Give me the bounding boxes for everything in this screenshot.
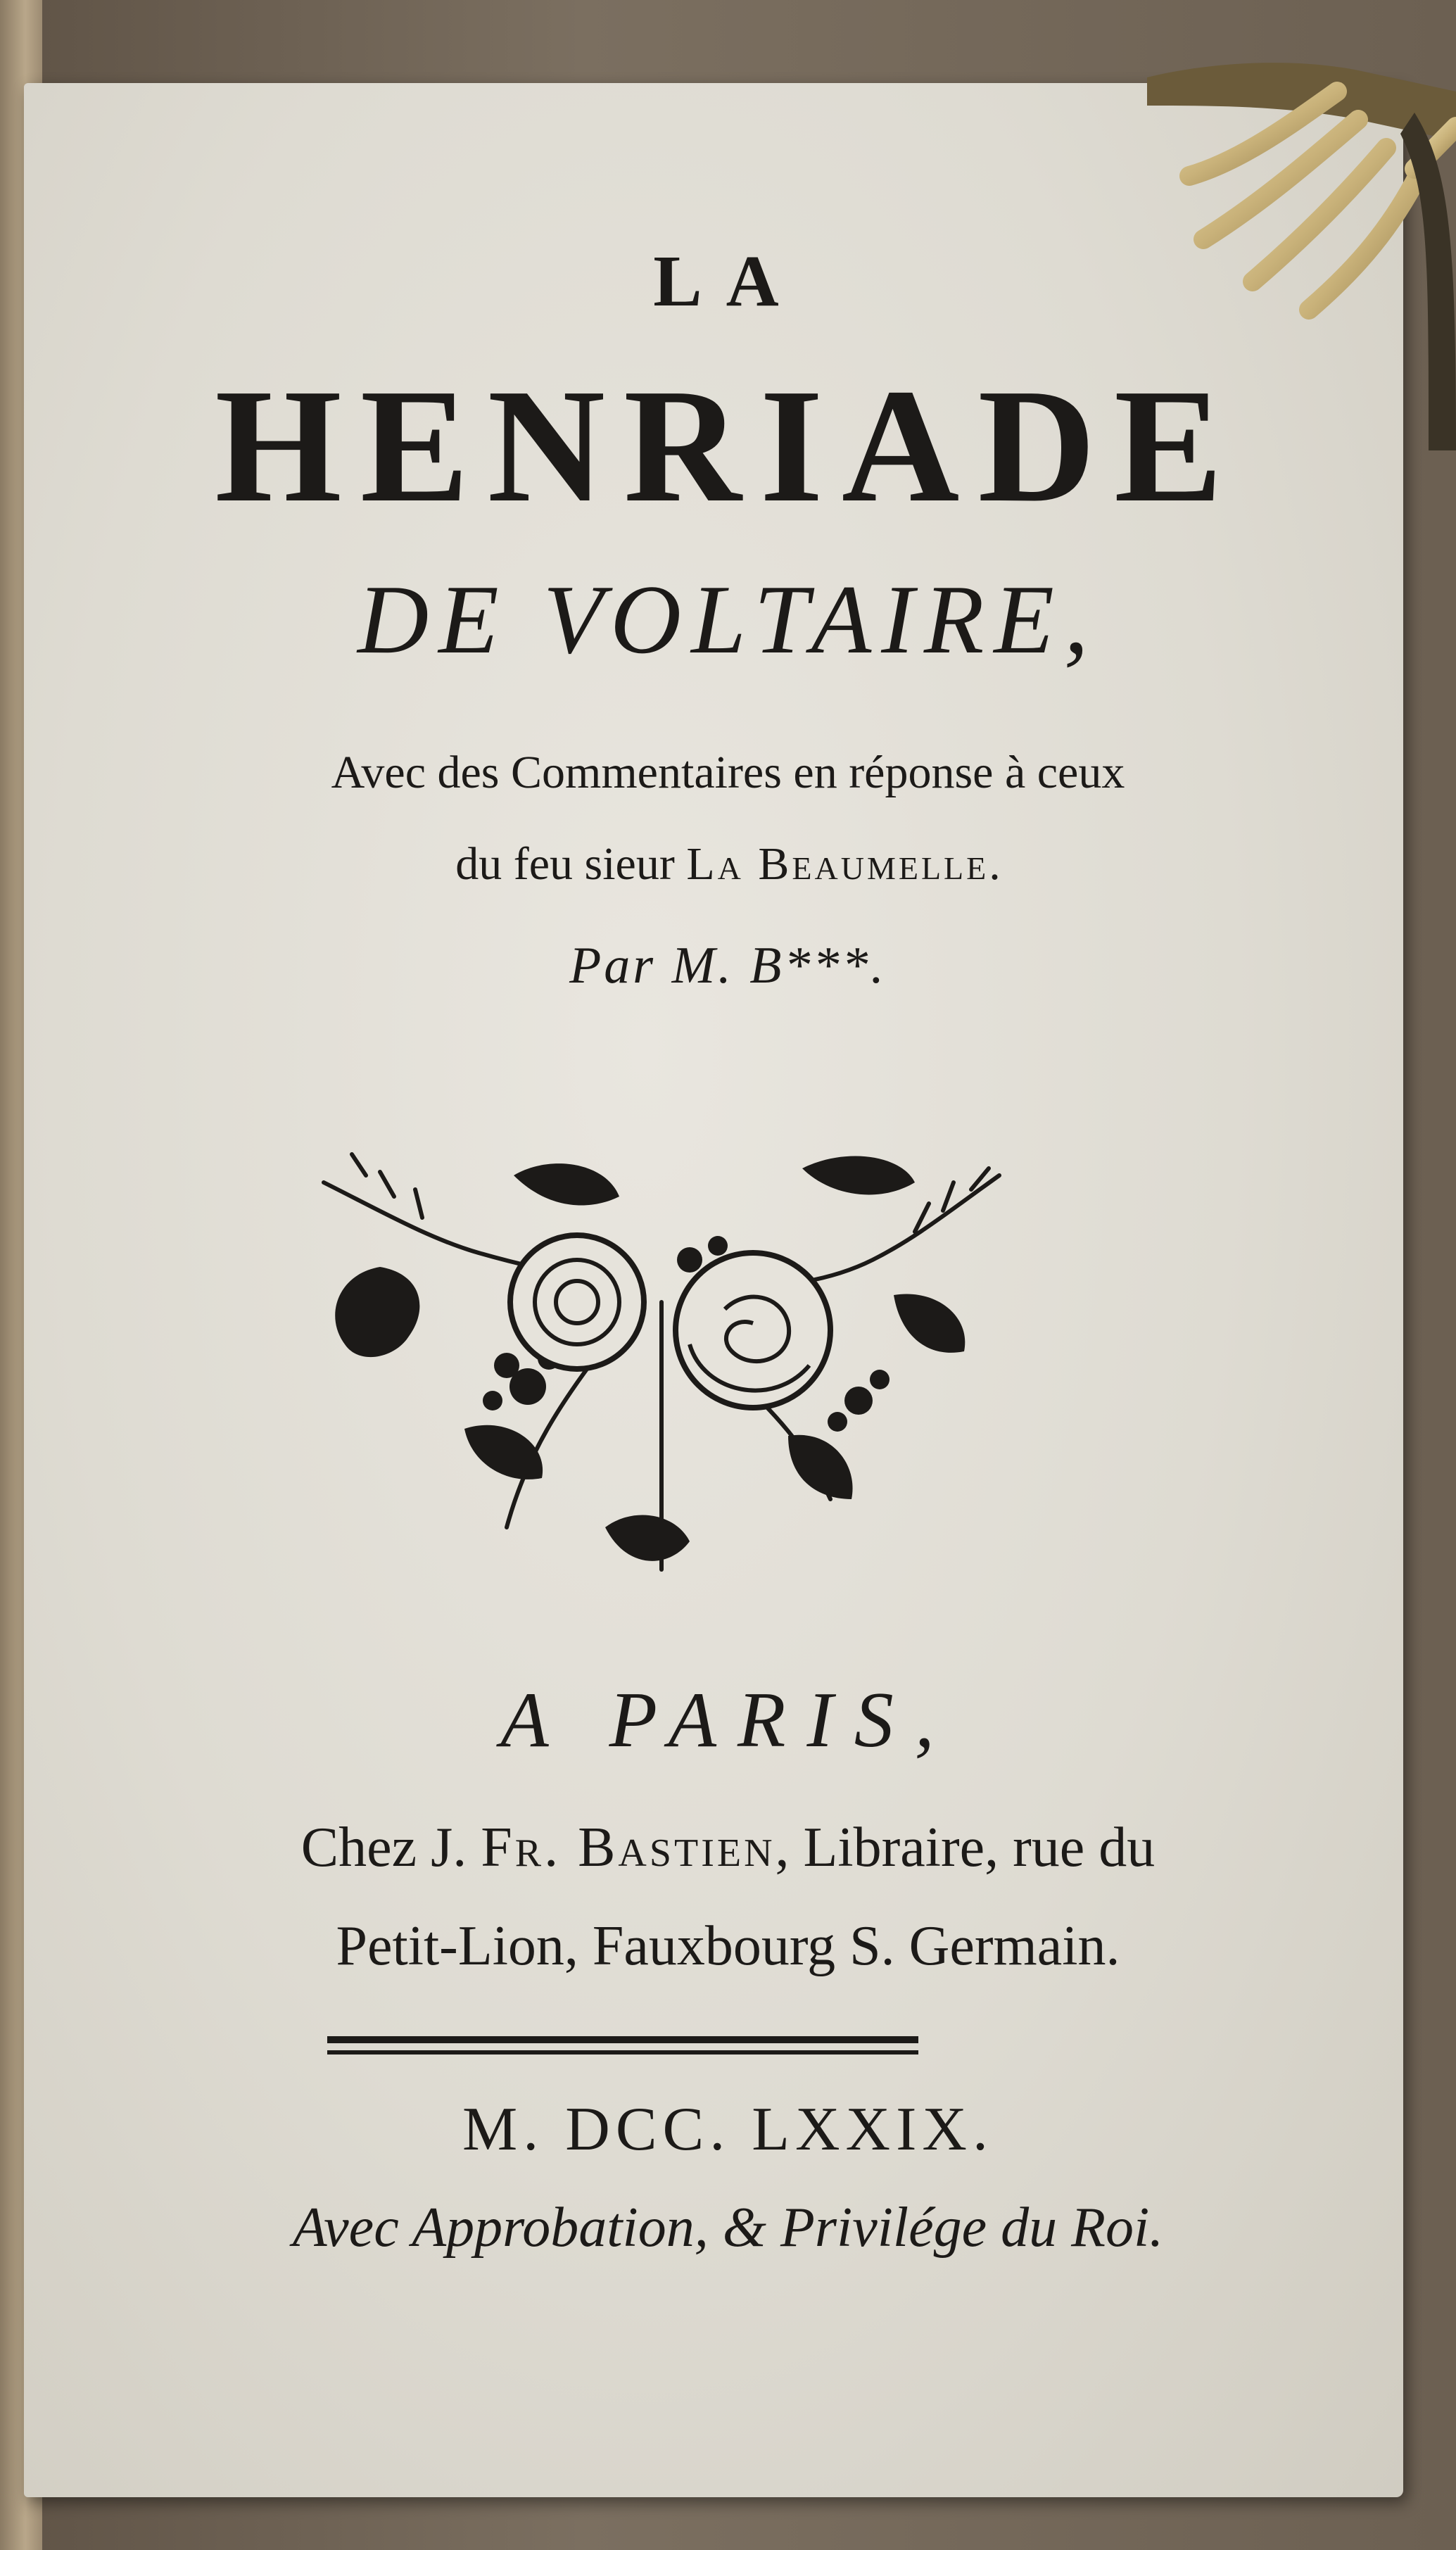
subtitle-line-1: Avec des Commentaires en réponse à ceux (331, 747, 1125, 798)
imprint-line-1-name: Fr. Bastien (481, 1817, 776, 1879)
title-line-la: LA (653, 241, 803, 322)
privilege-line: Avec Approbation, & Privilége du Roi. (292, 2197, 1164, 2259)
imprint-city: A PARIS, (500, 1677, 956, 1764)
imprint-line-2: Petit-Lion, Fauxbourg S. Germain. (336, 1915, 1120, 1977)
imprint-line-1-prefix: Chez J. (300, 1817, 481, 1879)
subtitle-line-2-name: La Beaumelle (686, 838, 989, 890)
brass-page-clip-icon (1147, 28, 1456, 450)
imprint-line-1 (0, 1816, 1456, 1880)
title-line-author: DE VOLTAIRE, (357, 565, 1099, 674)
title-line-henriade: HENRIADE (215, 355, 1241, 536)
subtitle-line-2 (0, 838, 1456, 891)
subtitle-line-2-prefix: du feu sieur (455, 838, 687, 890)
attribution-line: Par M. B***. (569, 937, 887, 995)
subtitle-line-2-suffix: . (989, 838, 1001, 890)
publication-date: M. DCC. LXXIX. (462, 2095, 994, 2164)
decorative-rule (327, 2031, 918, 2064)
floral-bouquet-woodcut-icon (296, 1133, 1027, 1612)
imprint-line-1-suffix: , Libraire, rue du (775, 1817, 1156, 1879)
